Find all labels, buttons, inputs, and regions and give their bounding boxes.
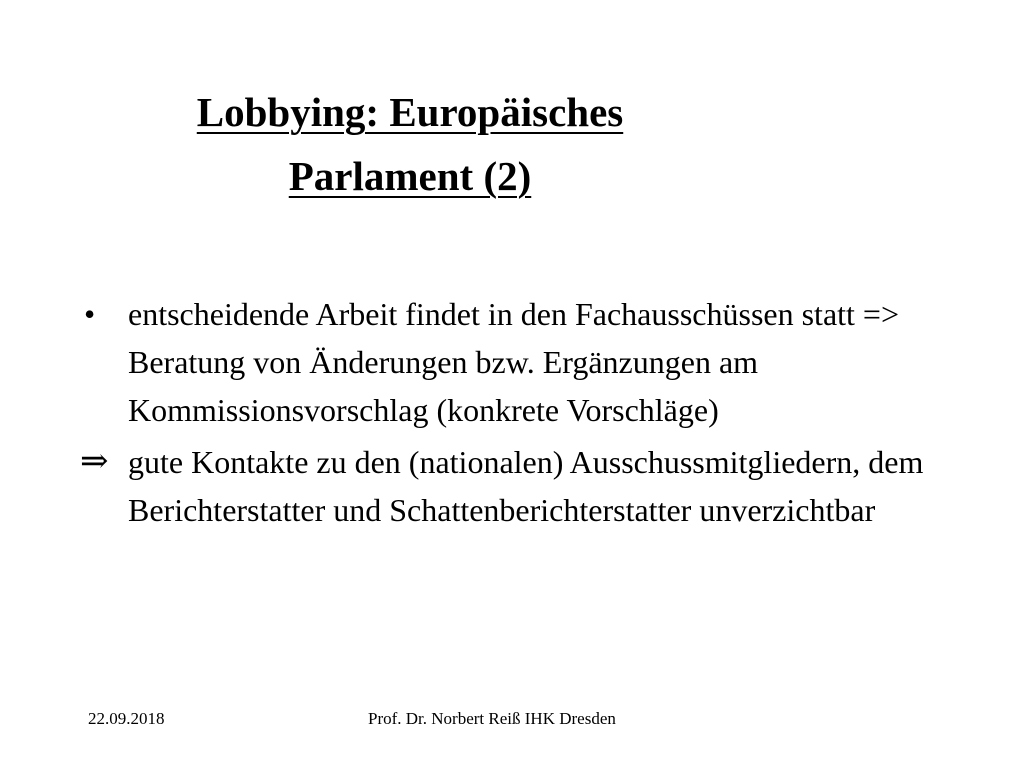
slide-title-line-1: Lobbying: Europäisches xyxy=(196,89,624,135)
slide-title xyxy=(80,80,740,208)
implies-arrow-icon: ⇒ xyxy=(80,443,109,480)
footer-date: 22.09.2018 xyxy=(88,709,165,728)
bullet-item xyxy=(78,290,978,434)
footer-author: Prof. Dr. Norbert Reiß IHK Dresden xyxy=(368,709,616,728)
conclusion-item xyxy=(78,438,978,534)
bullet-text: entscheidende Arbeit findet in den Fachausschüssen statt => Beratung von Änderungen bzw. Ergänzungen am Kommissionsvorschlag (konkrete Vorschläge) xyxy=(128,296,900,428)
slide-content xyxy=(78,290,978,538)
conclusion-text: gute Kontakte zu den (nationalen) Ausschussmitgliedern, dem Berichterstatter und Schattenberichterstatter unverzichtbar xyxy=(128,444,924,528)
slide-title-line-2: Parlament (2) xyxy=(288,153,532,199)
bullet-icon: • xyxy=(84,296,96,332)
